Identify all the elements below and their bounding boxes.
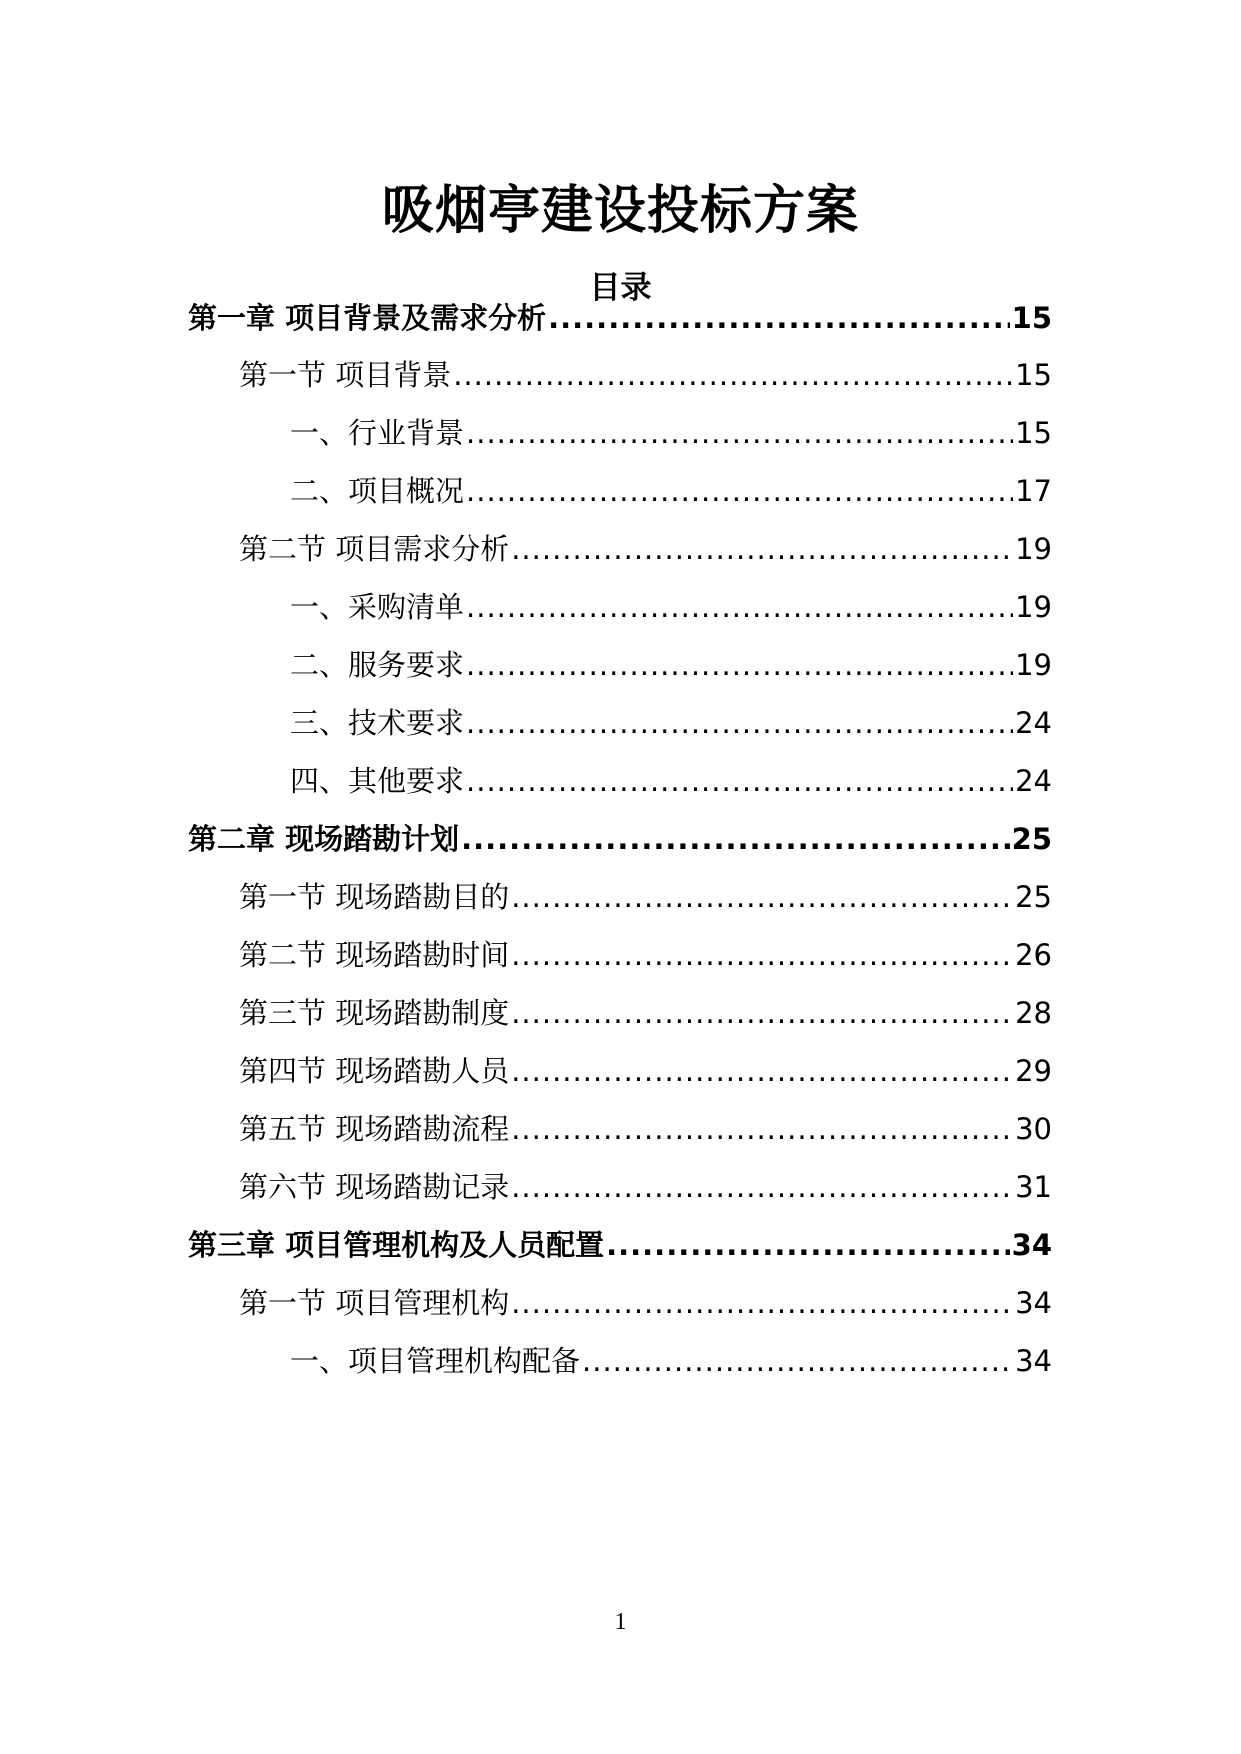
toc-dot-leader [453, 353, 1013, 397]
toc-entry-title: 一、行业背景 [290, 416, 465, 450]
toc-entry-section[interactable] [239, 875, 1052, 919]
toc-entry-page: 19 [1015, 648, 1052, 682]
toc-entry-title: 四、其他要求 [290, 764, 465, 798]
toc-entry-title: 一、项目管理机构配备 [290, 1344, 581, 1378]
toc-entry-page: 34 [1015, 1286, 1052, 1320]
toc-entry-page: 24 [1015, 706, 1052, 740]
toc-entry-subsection[interactable] [290, 1339, 1052, 1383]
toc-entry-title: 第一节 项目背景 [239, 358, 452, 392]
toc-entry-title: 二、服务要求 [290, 648, 465, 682]
toc-entry-page: 19 [1015, 532, 1052, 566]
toc-entry-page: 29 [1015, 1054, 1052, 1088]
toc-entry-page: 25 [1015, 880, 1052, 914]
toc-entry-page: 19 [1015, 590, 1052, 624]
toc-entry-subsection[interactable] [290, 759, 1052, 803]
toc-dot-leader [511, 1049, 1013, 1093]
toc-entry-chapter[interactable] [188, 296, 1052, 340]
toc-dot-leader [548, 296, 1010, 340]
toc-entry-section[interactable] [239, 933, 1052, 977]
toc-entry-title: 第二节 现场踏勘时间 [239, 938, 510, 972]
toc-dot-leader [511, 527, 1013, 571]
toc-entry-page: 25 [1011, 822, 1052, 856]
toc-entry-page: 15 [1011, 301, 1052, 335]
page-number: 1 [614, 1609, 627, 1635]
toc-entry-page: 30 [1015, 1112, 1052, 1146]
toc-entry-page: 34 [1015, 1344, 1052, 1378]
toc-entry-title: 三、技术要求 [290, 706, 465, 740]
toc-dot-leader [466, 643, 1013, 687]
toc-entry-page: 28 [1015, 996, 1052, 1030]
toc-dot-leader [511, 991, 1013, 1035]
toc-dot-leader [511, 1165, 1013, 1209]
toc-entry-page: 17 [1015, 474, 1052, 508]
toc-entry-title: 第一章 项目背景及需求分析 [188, 301, 547, 335]
toc-entry-section[interactable] [239, 1107, 1052, 1151]
toc-entry-subsection[interactable] [290, 585, 1052, 629]
toc-dot-leader [466, 469, 1013, 513]
toc-entry-title: 第三章 项目管理机构及人员配置 [188, 1228, 605, 1262]
toc-entry-section[interactable] [239, 353, 1052, 397]
toc-entry-title: 第三节 现场踏勘制度 [239, 996, 510, 1030]
toc-entry-page: 31 [1015, 1170, 1052, 1204]
toc-entry-section[interactable] [239, 1165, 1052, 1209]
toc-dot-leader [466, 701, 1013, 745]
toc-entry-title: 第五节 现场踏勘流程 [239, 1112, 510, 1146]
toc-entry-page: 24 [1015, 764, 1052, 798]
toc-entry-chapter[interactable] [188, 817, 1052, 861]
toc-entry-subsection[interactable] [290, 643, 1052, 687]
toc-entry-title: 第一节 项目管理机构 [239, 1286, 510, 1320]
toc-dot-leader [466, 759, 1013, 803]
document-title: 吸烟亭建设投标方案 [381, 181, 859, 241]
toc-dot-leader [511, 933, 1013, 977]
toc-entry-page: 34 [1011, 1228, 1052, 1262]
toc-entry-section[interactable] [239, 991, 1052, 1035]
toc-entry-page: 15 [1015, 416, 1052, 450]
toc-entry-title: 第二节 项目需求分析 [239, 532, 510, 566]
toc-entry-page: 15 [1015, 358, 1052, 392]
toc-dot-leader [466, 411, 1013, 455]
toc-entry-page: 26 [1015, 938, 1052, 972]
toc-dot-leader [582, 1339, 1013, 1383]
toc-dot-leader [466, 585, 1013, 629]
toc-entry-section[interactable] [239, 1049, 1052, 1093]
toc-entry-title: 第四节 现场踏勘人员 [239, 1054, 510, 1088]
toc-entry-subsection[interactable] [290, 469, 1052, 513]
toc-dot-leader [511, 875, 1013, 919]
toc-entry-title: 一、采购清单 [290, 590, 465, 624]
toc-entry-subsection[interactable] [290, 701, 1052, 745]
toc-entry-title: 第六节 现场踏勘记录 [239, 1170, 510, 1204]
toc-entry-title: 第一节 现场踏勘目的 [239, 880, 510, 914]
toc-entry-subsection[interactable] [290, 411, 1052, 455]
toc-entry-title: 第二章 现场踏勘计划 [188, 822, 460, 856]
toc-entry-chapter[interactable] [188, 1223, 1052, 1267]
toc-heading: 目录 [589, 270, 652, 306]
toc-entry-section[interactable] [239, 527, 1052, 571]
toc-entry-title: 二、项目概况 [290, 474, 465, 508]
toc-dot-leader [461, 817, 1010, 861]
toc-entry-section[interactable] [239, 1281, 1052, 1325]
toc-dot-leader [511, 1281, 1013, 1325]
toc-dot-leader [606, 1223, 1010, 1267]
toc-dot-leader [511, 1107, 1013, 1151]
